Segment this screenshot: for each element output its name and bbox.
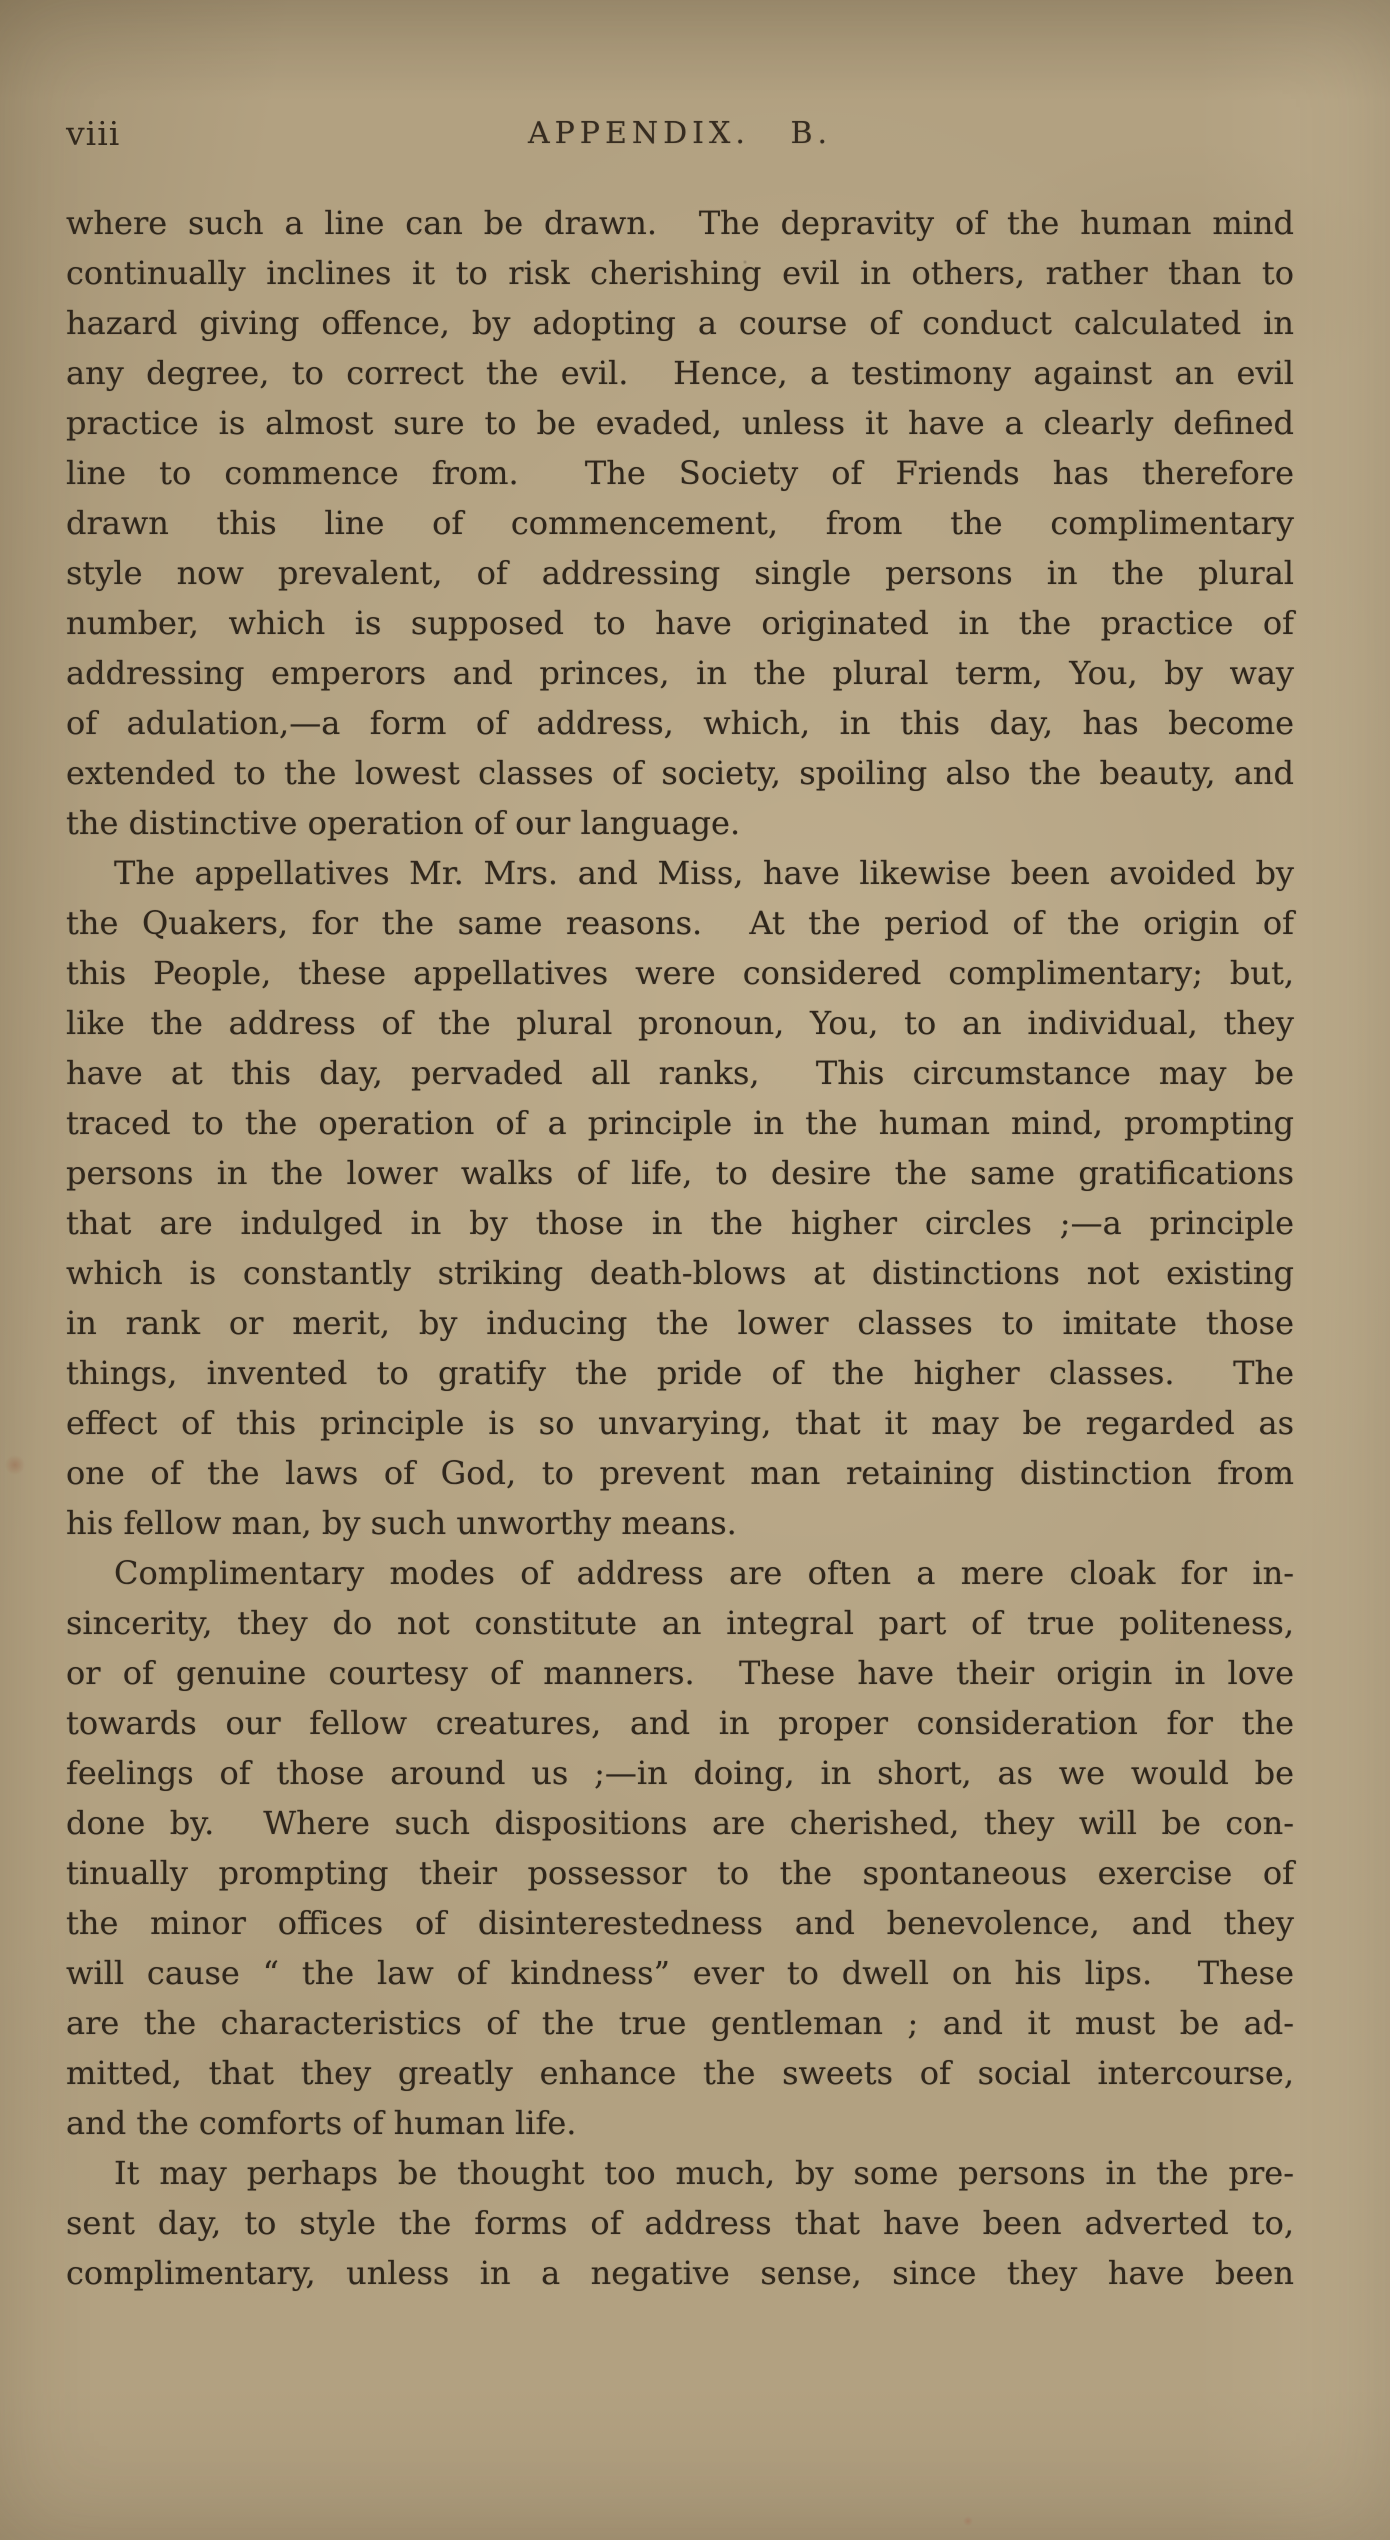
text-line: which is constantly striking death-blows at distinctions not existing bbox=[66, 1254, 1294, 1292]
text-line: traced to the operation of a principle in the human mind, prompting bbox=[66, 1104, 1294, 1142]
text-line: or of genuine courtesy of manners. These have their origin in love bbox=[66, 1654, 1294, 1692]
text-block bbox=[66, 198, 1294, 2298]
paragraph bbox=[66, 848, 1294, 1548]
text-line: done by. Where such dispositions are cherished, they will be con- bbox=[66, 1804, 1294, 1842]
text-line: any degree, to correct the evil. Hence, a testimony against an evil bbox=[66, 354, 1294, 392]
text-line: one of the laws of God, to prevent man retaining distinction from bbox=[66, 1454, 1294, 1492]
text-line: number, which is supposed to have originated in the practice of bbox=[66, 604, 1294, 642]
text-line: his fellow man, by such unworthy means. bbox=[66, 1504, 737, 1542]
text-line: the minor offices of disinterestedness and benevolence, and they bbox=[66, 1904, 1294, 1942]
text-line: things, invented to gratify the pride of the higher classes. The bbox=[66, 1354, 1294, 1392]
page-header bbox=[66, 112, 1294, 156]
text-line: are the characteristics of the true gentleman ; and it must be ad- bbox=[66, 2004, 1294, 2042]
text-line: that are indulged in by those in the higher circles ;—a principle bbox=[66, 1204, 1294, 1242]
text-line: practice is almost sure to be evaded, unless it have a clearly defined bbox=[66, 404, 1294, 442]
text-line: the Quakers, for the same reasons. At the period of the origin of bbox=[66, 904, 1294, 942]
running-title: APPENDIX. B. bbox=[527, 116, 833, 151]
text-line: It may perhaps be thought too much, by some persons in the pre- bbox=[114, 2154, 1294, 2192]
text-line: hazard giving offence, by adopting a course of conduct calculated in bbox=[66, 304, 1294, 342]
text-line: style now prevalent, of addressing single persons in the plural bbox=[66, 554, 1294, 592]
text-line: like the address of the plural pronoun, You, to an individual, they bbox=[66, 1004, 1294, 1042]
text-line: tinually prompting their possessor to the spontaneous exercise of bbox=[66, 1854, 1294, 1892]
text-line: continually inclines it to risk cherishing evil in others, rather than to bbox=[66, 254, 1294, 292]
text-line: have at this day, pervaded all ranks, This circumstance may be bbox=[66, 1054, 1294, 1092]
text-line: The appellatives Mr. Mrs. and Miss, have likewise been avoided by bbox=[114, 854, 1294, 892]
text-line: mitted, that they greatly enhance the sweets of social intercourse, bbox=[66, 2054, 1294, 2092]
text-line: in rank or merit, by inducing the lower classes to imitate those bbox=[66, 1304, 1294, 1342]
text-line: effect of this principle is so unvarying, that it may be regarded as bbox=[66, 1404, 1294, 1442]
text-line: line to commence from. The Society of Friends has therefore bbox=[66, 454, 1294, 492]
page-number: viii bbox=[66, 114, 121, 153]
paragraph bbox=[66, 2148, 1294, 2298]
text-line: feelings of those around us ;—in doing, in short, as we would be bbox=[66, 1754, 1294, 1792]
paragraph bbox=[66, 1548, 1294, 2148]
text-line: this People, these appellatives were considered complimentary; but, bbox=[66, 954, 1294, 992]
text-line: of adulation,—a form of address, which, in this day, has become bbox=[66, 704, 1294, 742]
text-line: the distinctive operation of our language. bbox=[66, 804, 741, 842]
text-line: persons in the lower walks of life, to desire the same gratifications bbox=[66, 1154, 1294, 1192]
text-line: where such a line can be drawn. The depravity of the human mind bbox=[66, 204, 1294, 242]
text-line: Complimentary modes of address are often a mere cloak for in- bbox=[114, 1554, 1294, 1592]
text-line: and the comforts of human life. bbox=[66, 2104, 577, 2142]
text-line: extended to the lowest classes of society, spoiling also the beauty, and bbox=[66, 754, 1294, 792]
paragraph bbox=[66, 198, 1294, 848]
text-line: addressing emperors and princes, in the plural term, You, by way bbox=[66, 654, 1294, 692]
text-line: drawn this line of commencement, from the complimentary bbox=[66, 504, 1294, 542]
text-line: will cause “ the law of kindness” ever to dwell on his lips. These bbox=[66, 1954, 1294, 1992]
text-line: towards our fellow creatures, and in proper consideration for the bbox=[66, 1704, 1294, 1742]
text-line: sent day, to style the forms of address that have been adverted to, bbox=[66, 2204, 1294, 2242]
text-line: complimentary, unless in a negative sense, since they have been bbox=[66, 2254, 1294, 2292]
text-line: sincerity, they do not constitute an integral part of true politeness, bbox=[66, 1604, 1294, 1642]
